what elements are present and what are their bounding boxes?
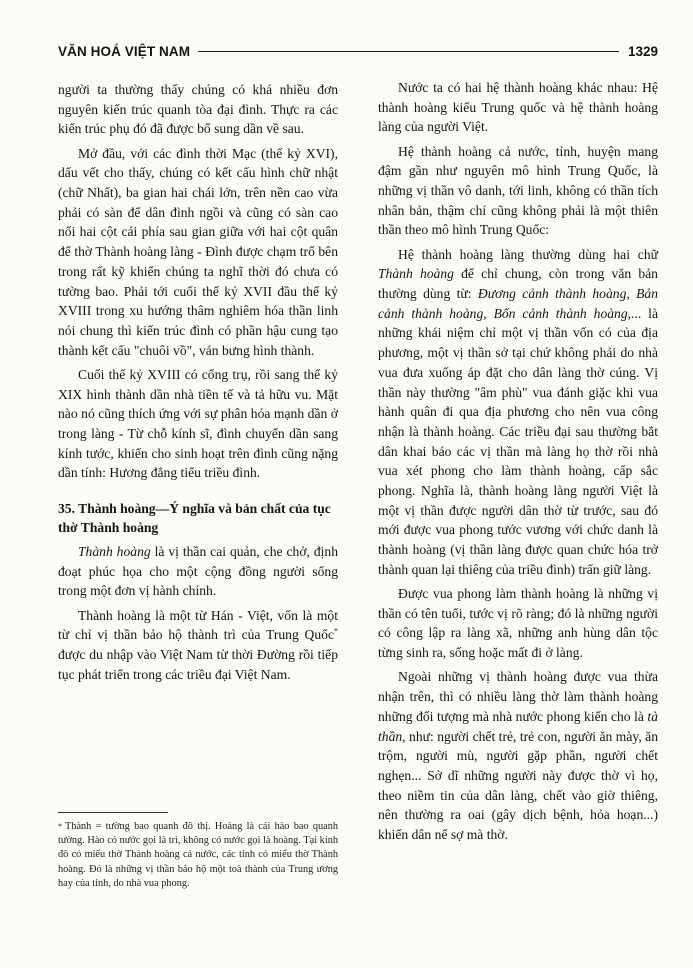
- book-title: VĂN HOÁ VIỆT NAM: [58, 43, 191, 59]
- running-header: [58, 39, 658, 63]
- paragraph: [58, 606, 338, 685]
- footnote-text: Thành = tường bao quanh đô thị. Hoàng là cái hào bao quanh tường. Hào có nước gọi là trì, không có nước gọi là hoàng. Tại kinh đô có miếu thờ Thành hoàng cả nước, các tỉnh có miếu thờ Thành hoàng. Đó là những vị thần bảo hộ một toà thành của Trung ương hay của tỉnh, do nhà vua phong.: [58, 821, 338, 889]
- text-run: được du nhập vào Việt Nam từ thời Đường rồi tiếp tục phát triển trong các triều đại Việt Nam.: [58, 647, 338, 682]
- text-run: Thành hoàng là một từ Hán - Việt, vốn là một từ chỉ vị thần bảo hộ thành trì của Trung Quốc: [58, 607, 338, 643]
- section-heading: 35. Thành hoàng—Ý nghĩa và bản chất của tục thờ Thành hoàng: [58, 501, 331, 535]
- paragraph: Mở đầu, với các đình thời Mạc (thế kỷ XVI), dấu vết cho thấy, chúng có kết cấu hình chữ nhật (chữ Nhất), ba gian hai chái lớn, trên nền cao vừa phải có sàn để dân đình ngồi và cũng có sàn cao nối hai cột cái phía sau gian giữa với hai cột quân để thờ Thành hoàng làng - Đình được chạm trổ bên trong rất kỹ khiến chúng ta nghĩ thời đó chưa có tường bao. Phải tới cuối thế kỷ XVII đầu thế kỷ XVIII trong xu hướng thâm nghiêm hóa thần linh nói chung thì kiến trúc đình có phần hậu cung tạo thành kết cấu "chuôi vồ", ván bưng hình thành.: [58, 145, 338, 358]
- footnote-marker: *: [58, 822, 62, 831]
- right-column: [378, 78, 658, 845]
- paragraph: Được vua phong làm thành hoàng là những vị thần có tên tuổi, tước vị rõ ràng; đó là những người có công lập ra làng xã, những anh hùng dân tộc từng sinh ra, sống hoặc mất đi ở làng.: [378, 586, 658, 661]
- text-run: là vị thần cai quản, che chở, định đoạt phúc họa cho một cộng đồng người sống trong một đơn vị hành chính.: [58, 544, 338, 599]
- page-number: 1329: [627, 43, 658, 59]
- text-run: để chỉ chung, còn trong văn bản thường dùng từ:: [378, 266, 658, 302]
- text-run: Hệ thành hoàng làng thường dùng hai chữ: [398, 246, 658, 262]
- paragraph: Hệ thành hoàng cả nước, tỉnh, huyện mang đậm gần như nguyên mô hình Trung Quốc, là những vị thần vô danh, tới linh, không có thần tích nhân bản, thậm chí cũng không phải là một thiên thần theo mô hình Trung Quốc:: [378, 143, 658, 238]
- header-rule: [198, 51, 619, 52]
- paragraph: [378, 667, 658, 844]
- italic-term: Thành hoàng: [378, 266, 454, 282]
- italic-term: Đương cảnh thành hoàng, Bản cảnh thành hoàng, Bốn cảnh thành hoàng: [378, 286, 659, 321]
- paragraph: người ta thường thấy chúng có khá nhiều đơn nguyên kiến trúc quanh tòa đại đình. Thực ra các kiến trúc phụ đó đã được bổ sung dần về sau.: [58, 82, 338, 137]
- paragraph: [378, 245, 658, 580]
- footnote: [58, 820, 338, 891]
- paragraph: Cuối thế kỷ XVIII có cổng trụ, rồi sang thế kỷ XIX hình thành dần nhà tiền tế và tả hữu vu. Mặt nào nó cũng thích ứng với sự phân hóa mạnh dần ở trong làng - Từ chỗ kính sĩ, đình chuyển dần sang kính tước, khiến cho sinh hoạt trên đình cũng nặng dần tính: Hương đẳng tiểu triều đình.: [58, 366, 338, 481]
- text-run: , như: người chết trẻ, trẻ con, người ăn mày, ăn trộm, người mù, người gặp phần, người chết nghẹn... Sở dĩ những người này được thờ vì họ, theo niềm tin của dân làng, chết vào giờ thiêng, nên thường ra oai (gây dịch bệnh, hỏa hoạn...) khiến dân nể sợ mà thờ.: [378, 728, 658, 843]
- footnote-rule: [58, 812, 168, 813]
- left-column: [58, 80, 338, 684]
- text-run: ,... là những khái niệm chỉ một vị thần vốn có của địa phương, một vị thần sở tại chứ không phải do nhà vua đưa xuống áp đặt cho dân làng thờ cúng. Vị thần này thường "âm phù" vua đánh giặc khi vua hành quân đi qua địa phương cho nên vua công nhận là thành hoàng. Các triều đại sau thường bắt dân khai báo các vị thần mà làng họ thờ rồi nhà vua xét phong cho làm thành hoàng, cấp sắc phong. Nghĩa là, thành hoàng làng người Việt là một vị thần được người dân thờ từ trước, sau đó mới được vua phong tước vương với chức danh là thành hoàng (vị thần làng được quan chức hóa trở thành quan lại thiêng của triều đình) trấn giữ làng.: [378, 305, 658, 577]
- paragraph: Nước ta có hai hệ thành hoàng khác nhau: Hệ thành hoàng kiểu Trung quốc và hệ thành hoàng làng của người Việt.: [378, 80, 658, 135]
- italic-term: tà thần: [378, 708, 658, 744]
- italic-term: Thành hoàng: [78, 544, 151, 560]
- footnote-marker: *: [334, 626, 338, 636]
- text-run: Ngoài những vị thành hoàng được vua thừa nhận trên, thì có nhiều làng thờ làm thành hoàng những đối tượng mà nhà nước phong kiến cho là: [378, 669, 658, 724]
- paragraph: [58, 542, 338, 601]
